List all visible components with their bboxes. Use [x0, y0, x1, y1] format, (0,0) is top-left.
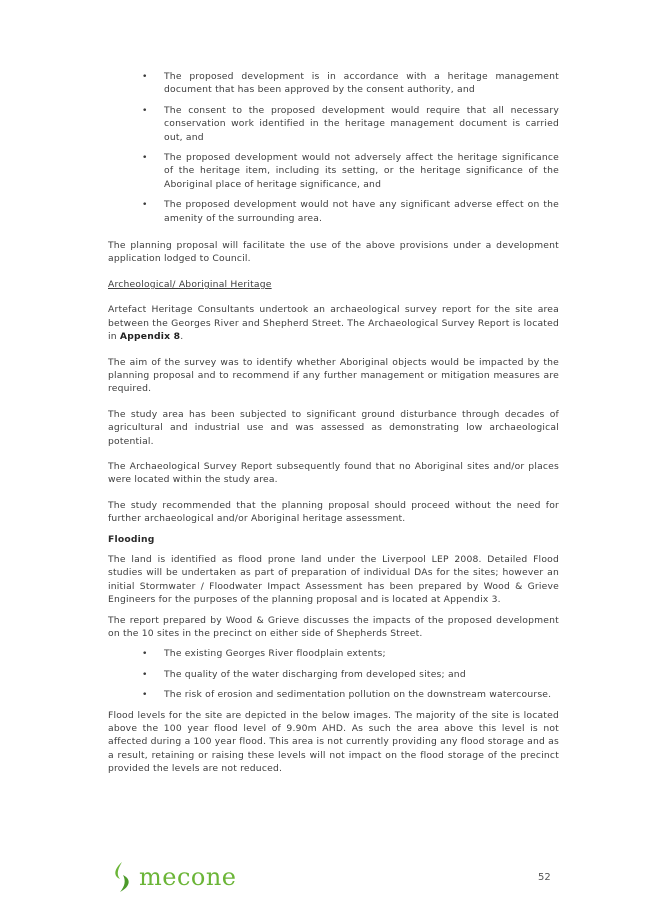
bullet-icon: • [142, 152, 148, 164]
appendix-reference: Appendix 8 [119, 331, 181, 343]
paragraph-land: The land is identified as flood prone land under the Liverpool LEP 2008. Detailed Flood studies will be undertaken as part of preparation of individual DAs for the sites; however an initial Stormwater / Floodwater Impact Assessment has been prepared by Wood & Grieve Engineers for the purposes of the planning proposal and is located at Appendix 3. [108, 553, 559, 606]
paragraph-artefact: Artefact Heritage Consultants undertook an archaeological survey report for the site area between the Georges River and Shepherd Street. The Archaeological Survey Report is located in Appendix 8. [108, 304, 559, 343]
list-item: • The quality of the water discharging from developed sites; and [142, 668, 466, 680]
list-item: • The risk of erosion and sedimentation pollution on the downstream watercourse. [142, 689, 552, 701]
list-item: • The proposed development would not adversely affect the heritage significance of the heritage item, including its setting, or the heritage significance of the Aboriginal place of heritage significance, and [142, 152, 559, 190]
page-number: 52 [538, 872, 551, 883]
heading-flooding: Flooding [108, 533, 155, 545]
bullet-icon: • [142, 71, 148, 82]
paragraph-report: The report prepared by Wood & Grieve discusses the impacts of the proposed development on the 10 sites in the precinct on either side of Shepherds Street. [108, 614, 559, 639]
bullet-icon: • [142, 104, 148, 116]
mecone-logo [111, 861, 237, 893]
heading-archaeology: Archeological/ Aboriginal Heritage [108, 278, 272, 290]
heritage-conditions-list [108, 70, 559, 225]
logo-wordmark: mecone [139, 863, 237, 891]
paragraph-levels: Flood levels for the site are depicted in the below images. The majority of the site is located above the 100 year flood level of 9.90m AHD. As such the area above this level is not affected during a 100 year flood. This area is not currently providing any flood storage and as a result, retaining or raising these levels will not impact on the flood storage of the precinct provided the levels are not reduced. [108, 709, 559, 775]
paragraph-recommend: The study recommended that the planning proposal should proceed without the need for further archaeological and/or Aboriginal heritage assessment. [108, 499, 559, 525]
list-item: • The consent to the proposed development would require that all necessary conservation work identified in the heritage management document is carried out, and [142, 104, 559, 143]
paragraph-study: The study area has been subjected to significant ground disturbance through decades of agricultural and industrial use and was assessed as demonstrating low archaeological potential. [108, 408, 559, 447]
flood-impacts-list [108, 647, 559, 701]
paragraph-aim: The aim of the survey was to identify whether Aboriginal objects would be impacted by the planning proposal and to recommend if any further management or mitigation measures are required. [108, 356, 559, 395]
paragraph-found: The Archaeological Survey Report subsequently found that no Aboriginal sites and/or places were located within the study area. [108, 460, 559, 486]
list-item: • The existing Georges River floodplain extents; [142, 648, 386, 660]
bullet-icon: • [142, 668, 148, 680]
leaf-icon [111, 861, 133, 893]
paragraph-planning: The planning proposal will facilitate the use of the above provisions under a development application lodged to Council. [108, 240, 559, 265]
list-item: • The proposed development would not have any significant adverse effect on the amenity of the surrounding area. [142, 199, 559, 224]
bullet-icon: • [142, 648, 148, 660]
document-body [108, 70, 559, 776]
list-item: • The proposed development is in accordance with a heritage management document that has been approved by the consent authority, and [142, 71, 559, 96]
bullet-icon: • [142, 199, 148, 211]
bullet-icon: • [142, 689, 148, 701]
